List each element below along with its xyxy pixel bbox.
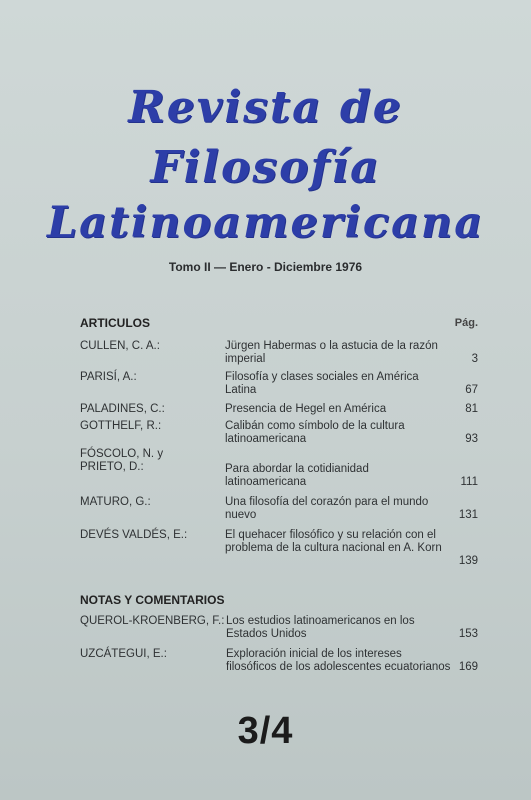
toc-title: Para abordar la cotidianidad latinoamericana: [225, 463, 369, 488]
toc-page: 3: [471, 353, 478, 365]
toc-page: 67: [465, 384, 478, 396]
articles-heading: ARTICULOS: [80, 316, 150, 330]
toc-page: 139: [458, 555, 478, 567]
toc-title: Filosofía y clases sociales en América Latina: [225, 371, 419, 396]
toc-title: Presencia de Hegel en América: [225, 403, 387, 415]
page-column-heading: Pág.: [454, 317, 478, 329]
toc-page: 111: [460, 476, 478, 488]
notes-heading: NOTAS Y COMENTARIOS: [80, 593, 225, 607]
toc-page: 131: [458, 509, 478, 521]
toc-title: Los estudios latinoamericanos en los Estados Unidos: [226, 615, 415, 640]
issue-number: 3/4: [237, 710, 294, 752]
toc-title: El quehacer filosófico y su relación con el problema de la cultura nacional en A. Korn: [225, 529, 442, 554]
journal-title-line-2: Filosofía: [150, 142, 381, 193]
toc-author: MATURO, G.:: [80, 496, 151, 508]
toc-author: PARISÍ, A.:: [80, 371, 137, 383]
toc-author: QUEROL-KROENBERG, F.:: [80, 615, 225, 627]
toc-author: CULLEN, C. A.:: [80, 340, 160, 352]
toc-author: UZCÁTEGUI, E.:: [80, 648, 167, 660]
toc-title: Exploración inicial de los intereses filosóficos de los adolescentes ecuatorianos: [226, 648, 451, 673]
toc-title: Calibán como símbolo de la cultura latinoamericana: [225, 420, 405, 445]
toc-page: 169: [458, 661, 478, 673]
toc-page: 153: [458, 628, 478, 640]
toc-author: PALADINES, C.:: [80, 403, 165, 415]
journal-title-line-1: Revista de: [128, 82, 403, 133]
journal-title-line-3: Latinoamericana: [46, 198, 485, 248]
toc-title: Una filosofía del corazón para el mundo nuevo: [225, 496, 429, 521]
toc-title: Jürgen Habermas o la astucia de la razón imperial: [225, 340, 438, 365]
toc-author: GOTTHELF, R.:: [80, 420, 162, 432]
toc-page: 81: [465, 403, 478, 415]
issue-line: Tomo II — Enero - Diciembre 1976: [168, 260, 363, 274]
toc-page: 93: [465, 433, 478, 445]
toc-author: DEVÉS VALDÉS, E.:: [80, 529, 188, 541]
toc-author: FÓSCOLO, N. y PRIETO, D.:: [80, 448, 164, 473]
